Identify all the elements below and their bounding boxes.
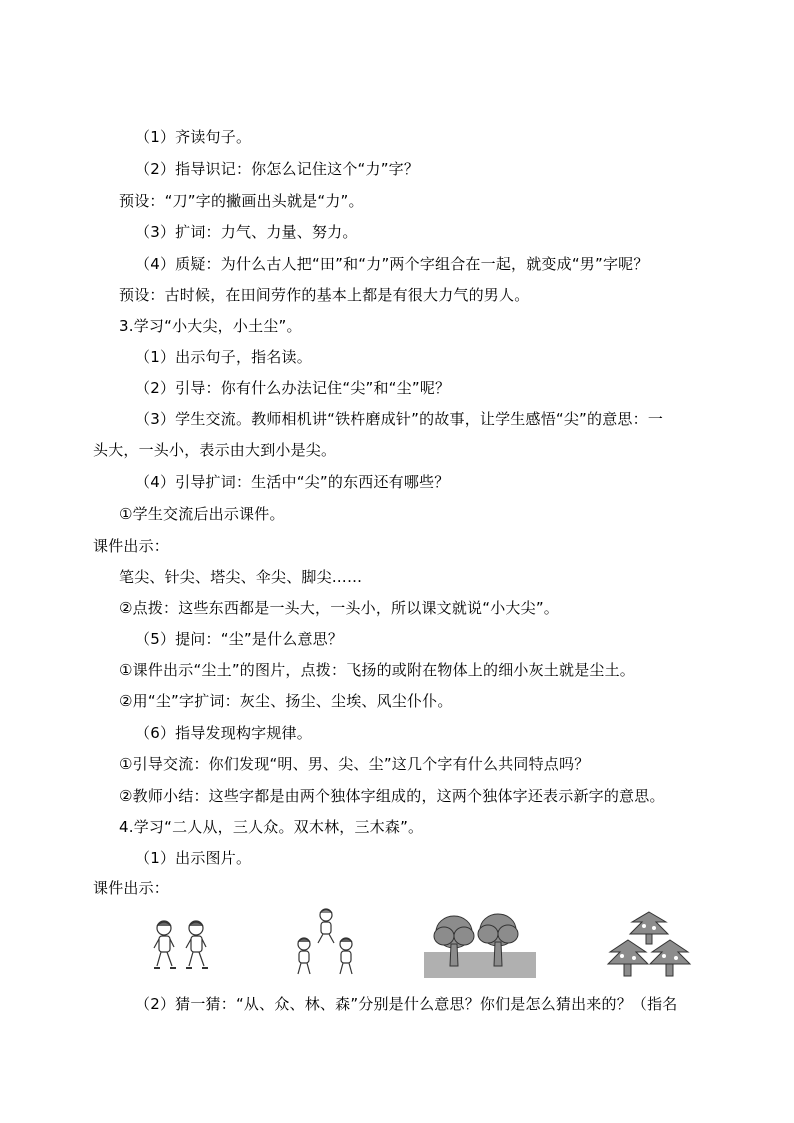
text-line: 课件出示： — [93, 537, 170, 555]
text-line: （1）齐读句子。 — [135, 128, 252, 146]
section-heading: 3.学习“小大尖，小土尘”。 — [119, 317, 302, 335]
two-trees-illustration — [424, 910, 536, 978]
text-line: 预设：“刀”字的撇画出头就是“力”。 — [119, 192, 364, 210]
text-line: （2）指导识记：你怎么记住这个“力”字？ — [135, 160, 420, 178]
text-line: ②教师小结：这些字都是由两个独体字组成的，这两个独体字还表示新字的意思。 — [119, 787, 665, 805]
text-line: （1）出示图片。 — [135, 849, 252, 867]
text-line: 课件出示： — [93, 879, 170, 897]
text-line: ①学生交流后出示课件。 — [119, 505, 285, 523]
text-line: ①引导交流：你们发现“明、男、尖、尘”这几个字有什么共同特点吗？ — [119, 755, 590, 773]
text-line: （3）扩词：力气、力量、努力。 — [135, 223, 358, 241]
text-line: ②用“尘”字扩词：灰尘、扬尘、尘埃、风尘仆仆。 — [119, 692, 453, 710]
text-line: 笔尖、针尖、塔尖、伞尖、脚尖…… — [119, 568, 363, 586]
text-line: 头大，一头小，表示由大到小是尖。 — [93, 441, 337, 459]
three-trees-illustration — [606, 910, 692, 978]
text-line: （6）指导发现构字规律。 — [135, 724, 312, 742]
illustrations-row — [140, 898, 700, 980]
text-line: （2）猜一猜：“从、众、林、森”分别是什么意思？你们是怎么猜出来的？（指名 — [135, 995, 678, 1013]
text-line: （5）提问：“尘”是什么意思？ — [135, 630, 344, 648]
three-people-illustration — [290, 906, 362, 978]
text-line: ②点拨：这些东西都是一头大，一头小，所以课文就说“小大尖”。 — [119, 599, 559, 617]
text-line: ①课件出示“尘土”的图片，点拨：飞扬的或附在物体上的细小灰土就是尘土。 — [119, 661, 635, 679]
text-line: （3）学生交流。教师相机讲“铁杵磨成针”的故事，让学生感悟“尖”的意思：一 — [135, 410, 664, 428]
text-line: （1）出示句子，指名读。 — [135, 348, 312, 366]
text-line: （4）质疑：为什么古人把“田”和“力”两个字组合在一起，就变成“男”字呢？ — [135, 255, 649, 273]
text-line: （4）引导扩词：生活中“尖”的东西还有哪些？ — [135, 473, 450, 491]
two-people-illustration — [148, 916, 218, 974]
section-heading: 4.学习“二人从，三人众。双木林，三木森”。 — [119, 818, 424, 836]
text-line: 预设：古时候，在田间劳作的基本上都是有很大力气的男人。 — [119, 286, 530, 304]
text-line: （2）引导：你有什么办法记住“尖”和“尘”呢？ — [135, 379, 451, 397]
